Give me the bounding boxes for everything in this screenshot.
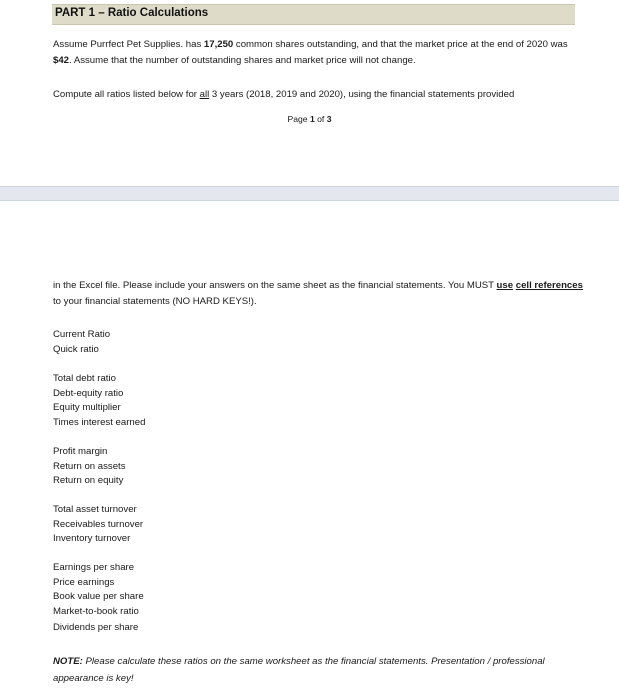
instructions-paragraph [53, 87, 583, 103]
emphasis-cell-references: cell references [515, 280, 583, 291]
ratio-item: Equity multiplier [53, 402, 121, 414]
intro-text-1: Assume Purrfect Pet Supplies. has [53, 39, 204, 50]
shares-outstanding: 17,250 [203, 39, 234, 50]
note-label: NOTE: [53, 656, 83, 667]
continued-paragraph [53, 278, 583, 309]
ratio-item: Return on assets [53, 460, 126, 472]
instructions-text-2: 3 years (2018, 2019 and 2020), using the financial statements provided [209, 89, 515, 100]
intro-text-3: . Assume that the number of outstanding shares and market price will not change. [69, 54, 416, 66]
intro-text-2: common shares outstanding, and that the market price at the end of 2020 was [233, 39, 568, 50]
instructions-text-1: Compute all ratios listed below for [53, 89, 200, 100]
ratio-item: Price earnings [53, 576, 115, 588]
continued-text-2: to your financial statements (NO HARD KEYS!). [53, 295, 257, 307]
section-header [52, 4, 575, 25]
intro-paragraph [53, 37, 583, 68]
turnover-ratios [53, 503, 143, 547]
ratio-item: Return on equity [53, 475, 124, 487]
note-text: Please calculate these ratios on the same worksheet as the financial statements. Presentation / professional appearance is key! [53, 656, 545, 684]
liquidity-ratios [53, 328, 110, 357]
ratio-item: Market-to-book ratio [53, 605, 139, 617]
ratio-item: Profit margin [53, 446, 108, 457]
ratio-item: Total debt ratio [53, 373, 116, 384]
note-paragraph [53, 653, 583, 687]
ratio-item: Current Ratio [53, 329, 111, 340]
leverage-ratios [53, 372, 145, 430]
market-price: $42 [53, 54, 70, 66]
ratio-item: Quick ratio [53, 343, 99, 355]
section-title: PART 1 – Ratio Calculations [55, 7, 209, 19]
ratio-item: Times interest earned [53, 416, 146, 428]
page-number: Page 1 of 3 [287, 114, 332, 124]
profitability-ratios [53, 445, 126, 489]
ratio-item: Receivables turnover [53, 518, 144, 530]
ratio-item: Total asset turnover [53, 504, 137, 515]
ratio-item: Dividends per share [53, 622, 139, 634]
instructions-all: all [199, 89, 210, 100]
emphasis-use: use [496, 280, 514, 291]
page-break-divider [0, 186, 619, 201]
ratio-item: Book value per share [53, 591, 144, 603]
ratio-item: Inventory turnover [53, 533, 131, 545]
ratio-item: Earnings per share [53, 562, 135, 573]
continued-text-1: in the Excel file. Please include your answers on the same sheet as the financial statements. You MUST [53, 280, 497, 291]
ratio-item: Debt-equity ratio [53, 387, 124, 399]
market-ratios [53, 561, 144, 636]
